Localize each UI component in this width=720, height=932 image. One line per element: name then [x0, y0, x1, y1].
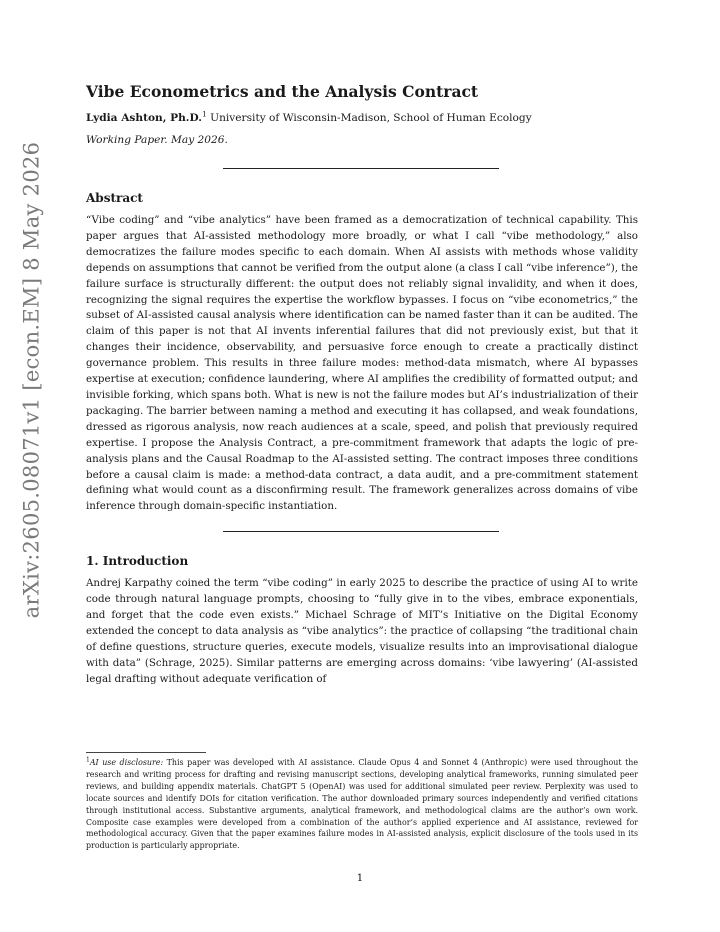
footnote-mark: 1 — [86, 756, 90, 764]
section-divider — [223, 168, 499, 169]
introduction-heading: 1. Introduction — [86, 554, 189, 569]
author-line — [86, 110, 638, 126]
author-name: Lydia Ashton, Ph.D. — [86, 112, 202, 124]
footnote-text: This paper was developed with AI assistance. Claude Opus 4 and Sonnet 4 (Anthropic) were used throughout the research and writing process for drafting and revising manuscript sections, developing analytical frameworks, running simulated peer reviews, and building appendix materials. ChatGPT 5 (OpenAI) was used for additional simulated peer review. Perplexity was used to locate sources and identify DOIs for citation verification. The author downloaded primary sources independently and verified citations through institutional access. Substantive arguments, analytical framework, and methodological claims are the author’s own work. Composite case examples were developed from a combination of the author’s applied experience and AI assistance, reviewed for methodological accuracy. Given that the paper examines failure modes in AI-assisted analysis, explicit disclosure of the tools used in its production is particularly appropriate. — [86, 758, 638, 851]
page-number: 1 — [356, 872, 364, 884]
paper-title: Vibe Econometrics and the Analysis Contract — [86, 82, 479, 101]
author-footnote-mark[interactable]: 1 — [202, 109, 207, 119]
arxiv-identifier-stamp — [14, 80, 48, 680]
abstract-text: “Vibe coding” and “vibe analytics” have been framed as a democratization of technical capability. This paper argues that AI-assisted methodology more broadly, or what I call “vibe methodology,” also democratizes the failure modes specific to each domain. When AI assists with methods whose validity depends on assumptions that cannot be verified from the output alone (a class I call “vibe inference”), the failure surface is structurally different: the output does not reliably signal invalidity, and when it does, recognizing the signal requires the expertise the workflow bypasses. I focus on “vibe econometrics,” the subset of AI-assisted causal analysis where identification can be named faster than it can be audited. The claim of this paper is not that AI invents inferential failures that did not previously exist, but that it changes their incidence, observability, and persuasive force enough to create a practically distinct governance problem. This results in three failure modes: method-data mismatch, where AI bypasses expertise at execution; confidence laundering, where AI amplifies the credibility of formatted output; and invisible forking, which spans both. What is new is not the failure modes but AI’s industrialization of their packaging. The barrier between naming a method and executing it has collapsed, and weak foundations, dressed as rigorous analysis, now reach audiences at a scale, speed, and polish that previously required expertise. I propose the Analysis Contract, a pre-commitment framework that adapts the logic of pre-analysis plans and the Causal Roadmap to the AI-assisted setting. The contract imposes three conditions before a causal claim is made: a method-data contract, a data audit, and a pre-commitment statement defining what would count as a disconfirming result. The framework generalizes across domains of vibe inference through domain-specific instantiation. — [86, 214, 638, 513]
footnote-label: AI use disclosure: — [89, 758, 164, 767]
footnote-divider — [86, 752, 206, 753]
author-affiliation: University of Wisconsin-Madison, School of Human Ecology — [210, 112, 532, 124]
footnote — [86, 757, 638, 852]
paper-content — [86, 80, 638, 688]
abstract-heading: Abstract — [86, 191, 143, 205]
introduction-text: Andrej Karpathy coined the term “vibe coding” in early 2025 to describe the practice of using AI to write code through natural language prompts, choosing to “fully give in to the vibes, embrace exponentials, and forget that the code even exists.” Michael Schrage of MIT’s Initiative on the Digital Economy extended the concept to data analysis as “vibe analytics”: the practice of collapsing “the traditional chain of define questions, structure queries, execute models, visualize results into an improvisational dialogue with data” (Schrage, 2025). Similar patterns are emerging across domains: ‘vibe lawyering’ (AI-assisted legal drafting without adequate verification of — [86, 577, 638, 685]
paper-meta: Working Paper. May 2026. — [86, 134, 228, 146]
arxiv-stamp-text: arXiv:2605.08071v1 [econ.EM] 8 May 2026 — [19, 141, 43, 619]
section-divider — [223, 531, 499, 532]
